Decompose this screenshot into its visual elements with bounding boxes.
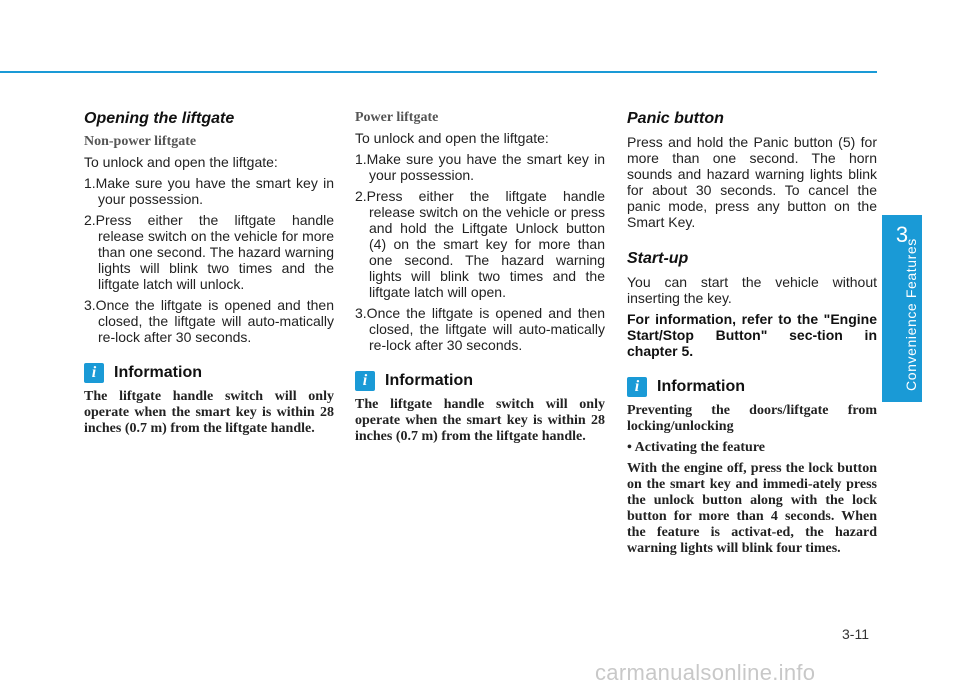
steps-list [84, 175, 334, 345]
info-icon: i [84, 363, 104, 383]
section-heading-panic-button: Panic button [627, 110, 724, 127]
startup-reference: For information, refer to the "Engine Start/Stop Button" sec-tion in chapter 5. [627, 311, 877, 359]
info-header [355, 371, 605, 391]
info-text: The liftgate handle switch will only operate when the smart key is within 28 inches (0.7 m) from the liftgate handle. [84, 389, 334, 436]
column-1 [84, 110, 334, 442]
chapter-title: Convenience Features [903, 238, 919, 391]
step-item: 2.Press either the liftgate handle release switch on the vehicle for more than one second. The hazard warning lights will blink two times and the liftgate latch will unlock. [84, 212, 334, 292]
info-title: Information [114, 364, 202, 381]
startup-text: You can start the vehicle without inserting the key. [627, 274, 877, 306]
column-3 [627, 110, 877, 562]
info-line-heading: Preventing the doors/liftgate from locking/unlocking [627, 403, 877, 434]
step-item: 3.Once the liftgate is opened and then closed, the liftgate will auto-matically re-lock after 30 seconds. [84, 297, 334, 345]
header-rule [0, 71, 877, 73]
info-icon: i [355, 371, 375, 391]
step-item: 2.Press either the liftgate handle release switch on the vehicle or press and hold the Liftgate Unlock button (4) on the smart key for more than one second. The hazard warning lights will blink two times and the liftgate latch will open. [355, 188, 605, 300]
step-item: 1.Make sure you have the smart key in your possession. [355, 151, 605, 183]
step-item: 1.Make sure you have the smart key in your possession. [84, 175, 334, 207]
info-header [84, 363, 334, 383]
info-icon: i [627, 377, 647, 397]
info-text: The liftgate handle switch will only operate when the smart key is within 28 inches (0.7 m) from the liftgate handle. [355, 397, 605, 444]
column-2 [355, 110, 605, 450]
subheading-power-liftgate: Power liftgate [355, 110, 439, 125]
info-title: Information [657, 378, 745, 395]
info-line-bullet: • Activating the feature [627, 440, 766, 455]
info-header [627, 377, 877, 397]
intro-text: To unlock and open the liftgate: [355, 130, 549, 146]
intro-text: To unlock and open the liftgate: [84, 154, 278, 170]
info-title: Information [385, 372, 473, 389]
steps-list [355, 151, 605, 353]
section-heading-start-up: Start-up [627, 250, 689, 267]
page-number: 3-11 [842, 626, 869, 642]
subheading-non-power-liftgate: Non-power liftgate [84, 134, 197, 149]
step-item: 3.Once the liftgate is opened and then closed, the liftgate will auto-matically re-lock after 30 seconds. [355, 305, 605, 353]
info-line-body: With the engine off, press the lock button on the smart key and immedi-ately press the unlock button along with the lock button for more than 4 seconds. When the feature is activat-ed, the hazard warning lights will blink four times. [627, 461, 877, 556]
chapter-number: 3 [895, 222, 909, 247]
panic-text: Press and hold the Panic button (5) for more than one second. The horn sounds and hazard warning lights blink for about 30 seconds. To cancel the panic mode, press any button on the Smart Key. [627, 134, 877, 230]
watermark: carmanualsonline.info [595, 660, 816, 685]
section-heading-opening-liftgate: Opening the liftgate [84, 110, 235, 127]
